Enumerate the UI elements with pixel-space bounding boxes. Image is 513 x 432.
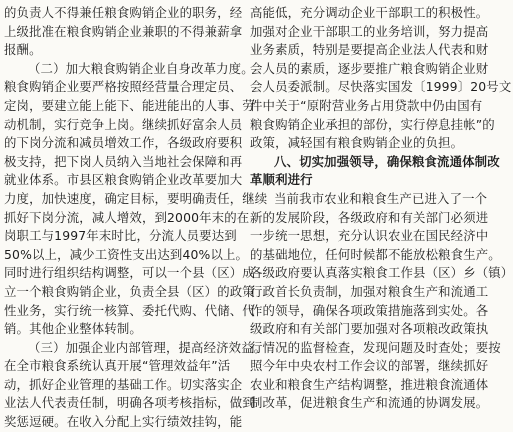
- paragraph-line: 上级批准在粮食购销企业兼职的不得兼薪拿: [4, 23, 243, 39]
- paragraph-line: 农业和粮食生产结构调整，推进粮食流通体: [250, 376, 489, 392]
- paragraph-line: 岗职工与1997年末时比，分流人员要达到: [4, 228, 237, 244]
- section-heading-line: 八、切实加强领导，确保粮食流通体制改: [274, 153, 500, 169]
- paragraph-line: 制改革，促进粮食生产和流通的协调发展。: [250, 395, 489, 411]
- paragraph-line: 的下岗分流和减员增效工作，各级政府要积: [4, 135, 243, 151]
- paragraph-line: 在全市粮食系统认真开展“管理效益年”活: [4, 358, 231, 374]
- paragraph-line: （三）加强企业内部管理，提高经济效益。: [28, 339, 267, 355]
- paragraph-line: 各级政府要认真落实粮食工作县（区）乡（镇）: [250, 265, 513, 281]
- paragraph-line: 作的领导，确保各项政策措施落到实处。各: [250, 302, 489, 318]
- paragraph-line: 报酬。: [4, 42, 42, 58]
- paragraph-line: 一步统一思想，充分认识农业在国民经济中: [250, 228, 489, 244]
- paragraph-line: 立一个粮食购销企业，负责全县（区）的政策: [4, 283, 255, 299]
- paragraph-line: 业务素质，特别是要提高企业法人代表和财: [250, 42, 489, 58]
- paragraph-line: 同时进行组织结构调整，可以一个县（区）成: [4, 265, 255, 281]
- paragraph-line: 动机制，实行竞争上岗。继续抓好富余人员: [4, 116, 243, 132]
- paragraph-line: 性业务，实行统一核算、委托代购、代储、代: [4, 302, 255, 318]
- paragraph-line: 极支持，把下岗人员纳入当地社会保障和再: [4, 153, 243, 169]
- paragraph-line: 当前我市农业和粮食生产已进入了一个: [274, 190, 488, 206]
- left-text-column: [4, 4, 268, 432]
- paragraph-line: 销。其他企业整体转制。: [4, 321, 142, 337]
- paragraph-line: 照今年中央农村工作会议的部署，继续抓好: [250, 358, 489, 374]
- paragraph-line: （二）加大粮食购销企业自身改革力度。: [28, 60, 254, 76]
- paragraph-line: 级政府和有关部门要加强对各项粮改政策执: [250, 321, 489, 337]
- paragraph-line: 奖惩逗硬。在收入分配上实行绩效挂钩，能: [4, 414, 243, 430]
- paragraph-line: 新的发展阶段，各级政府和有关部门必须进: [250, 209, 489, 225]
- paragraph-line: 加强对企业干部职工的业务培训，努力提高: [250, 23, 489, 39]
- paragraph-line: 会人员的素质，逐步要推广粮食购销企业财: [250, 60, 489, 76]
- paragraph-line: 定岗，要建立能上能下、能进能出的人事、劳: [4, 97, 255, 113]
- paragraph-line: 动，抓好企业管理的基础工作。切实落实企: [4, 376, 243, 392]
- section-heading-line: 革顺利进行: [250, 172, 313, 188]
- paragraph-line: 的负责人不得兼任粮食购销企业的职务，经: [4, 5, 243, 20]
- paragraph-line: 行政首长负责制，加强对粮食生产和流通工: [250, 283, 489, 299]
- paragraph-line: 粮食购销企业要严格按照经营量合理定员、: [4, 79, 243, 95]
- paragraph-line: 的基础地位，任何时候都不能放松粮食生产。: [250, 246, 501, 262]
- paragraph-line: 粮食购销企业承担的部份，实行停息挂帐”的: [250, 116, 495, 132]
- paragraph-line: 50%以上，减少工资性支出达到40%以上。: [4, 246, 249, 262]
- paragraph-line: 件中关于“原附营业务占用贷款中仍由国有: [250, 97, 483, 113]
- paragraph-line: 政策，减轻国有粮食购销企业的负担。: [250, 135, 464, 151]
- paragraph-line: 业法人代表责任制，明确各项考核指标，做到: [4, 395, 255, 411]
- paragraph-line: 抓好下岗分流，减人增效，到2000年末的在: [4, 209, 250, 225]
- paragraph-line: 就业体系。市县区粮食购销企业改革要加大: [4, 172, 243, 188]
- paragraph-line: 力度，加快速度，确定目标，要明确责任，继续: [4, 190, 268, 206]
- paragraph-line: 会人员委派制。尽快落实国发〔1999〕20号文: [250, 79, 512, 95]
- paragraph-line: 行情况的监督检查，发现问题及时查处；要按: [250, 339, 501, 355]
- right-text-column: [250, 4, 513, 413]
- paragraph-line: 高能低，充分调动企业干部职工的积极性。: [250, 5, 489, 20]
